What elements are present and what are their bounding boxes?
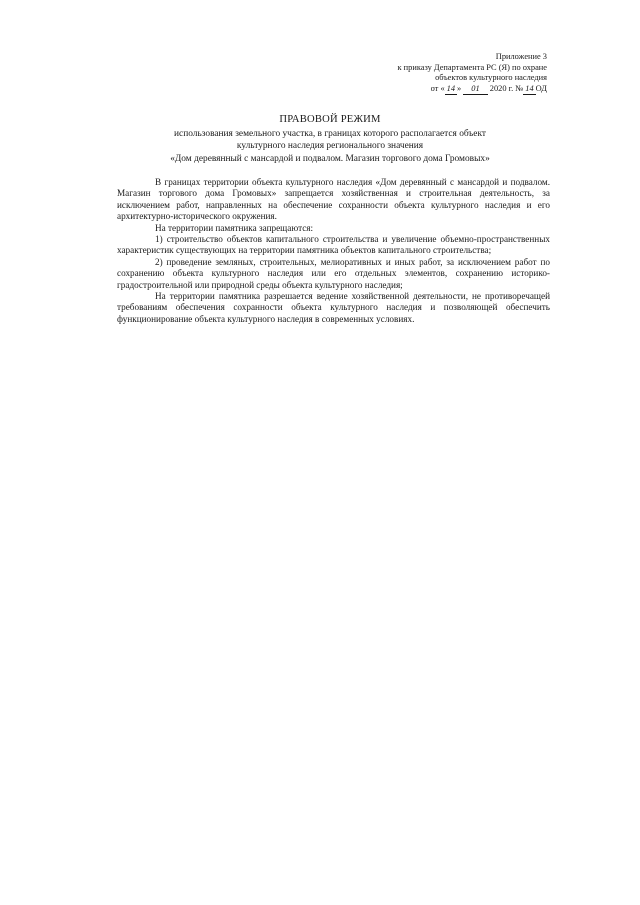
annex-date-year: 2020 г. № bbox=[487, 83, 524, 93]
subtitle-line-1: использования земельного участка, в границах которого располагается объект bbox=[174, 129, 486, 139]
annex-line-2: к приказу Департамента РС (Я) по охране bbox=[397, 62, 547, 72]
document-subtitle bbox=[120, 128, 540, 165]
annex-date-month: 01 bbox=[463, 84, 487, 96]
annex-line-3: объектов культурного наследия bbox=[435, 73, 547, 83]
annex-header bbox=[398, 52, 547, 95]
annex-line-1: Приложение 3 bbox=[495, 52, 547, 61]
body-paragraph-3: 1) строительство объектов капитального строительства и увеличение объемно-пространственных характеристик существующих на территории памятника объектов капитального строительства; bbox=[117, 234, 550, 256]
annex-order-number: 14 bbox=[523, 84, 535, 96]
subtitle-line-2: культурного наследия регионального значения bbox=[236, 141, 424, 152]
body-paragraph-1: В границах территории объекта культурного наследия «Дом деревянный с мансардой и подвалом. Магазин торгового дома Громовых» запрещается хозяйственная и строительная деятельность, за исключением работ, направленных на обеспечение сохранности объекта культурного наследия и его архитектурно-исторического окружения. bbox=[117, 177, 550, 222]
annex-line-4 bbox=[398, 84, 547, 96]
body-paragraph-4: 2) проведение земляных, строительных, мелиоративных и иных работ, за исключением работ по сохранению объекта культурного наследия или его отдельных элементов, сохранению историко-градостроительной или природной среды объекта культурного наследия; bbox=[117, 256, 550, 290]
annex-date-day: 14 bbox=[445, 84, 457, 96]
annex-date-prefix: от « bbox=[430, 83, 445, 93]
document-body bbox=[117, 177, 550, 325]
annex-date-mid: » bbox=[457, 83, 464, 93]
document-title: ПРАВОВОЙ РЕЖИМ bbox=[279, 114, 381, 125]
subtitle-line-3: «Дом деревянный с мансардой и подвалом. Магазин торгового дома Громовых» bbox=[170, 153, 490, 164]
body-paragraph-2: На территории памятника запрещаются: bbox=[155, 222, 314, 233]
body-paragraph-5: На территории памятника разрешается ведение хозяйственной деятельности, не противоречащей требованиям обеспечения сохранности объекта культурного наследия и позволяющей обеспечить функционирование объекта культурного наследия в современных условиях. bbox=[117, 291, 550, 324]
annex-order-suffix: ОД bbox=[535, 83, 547, 93]
